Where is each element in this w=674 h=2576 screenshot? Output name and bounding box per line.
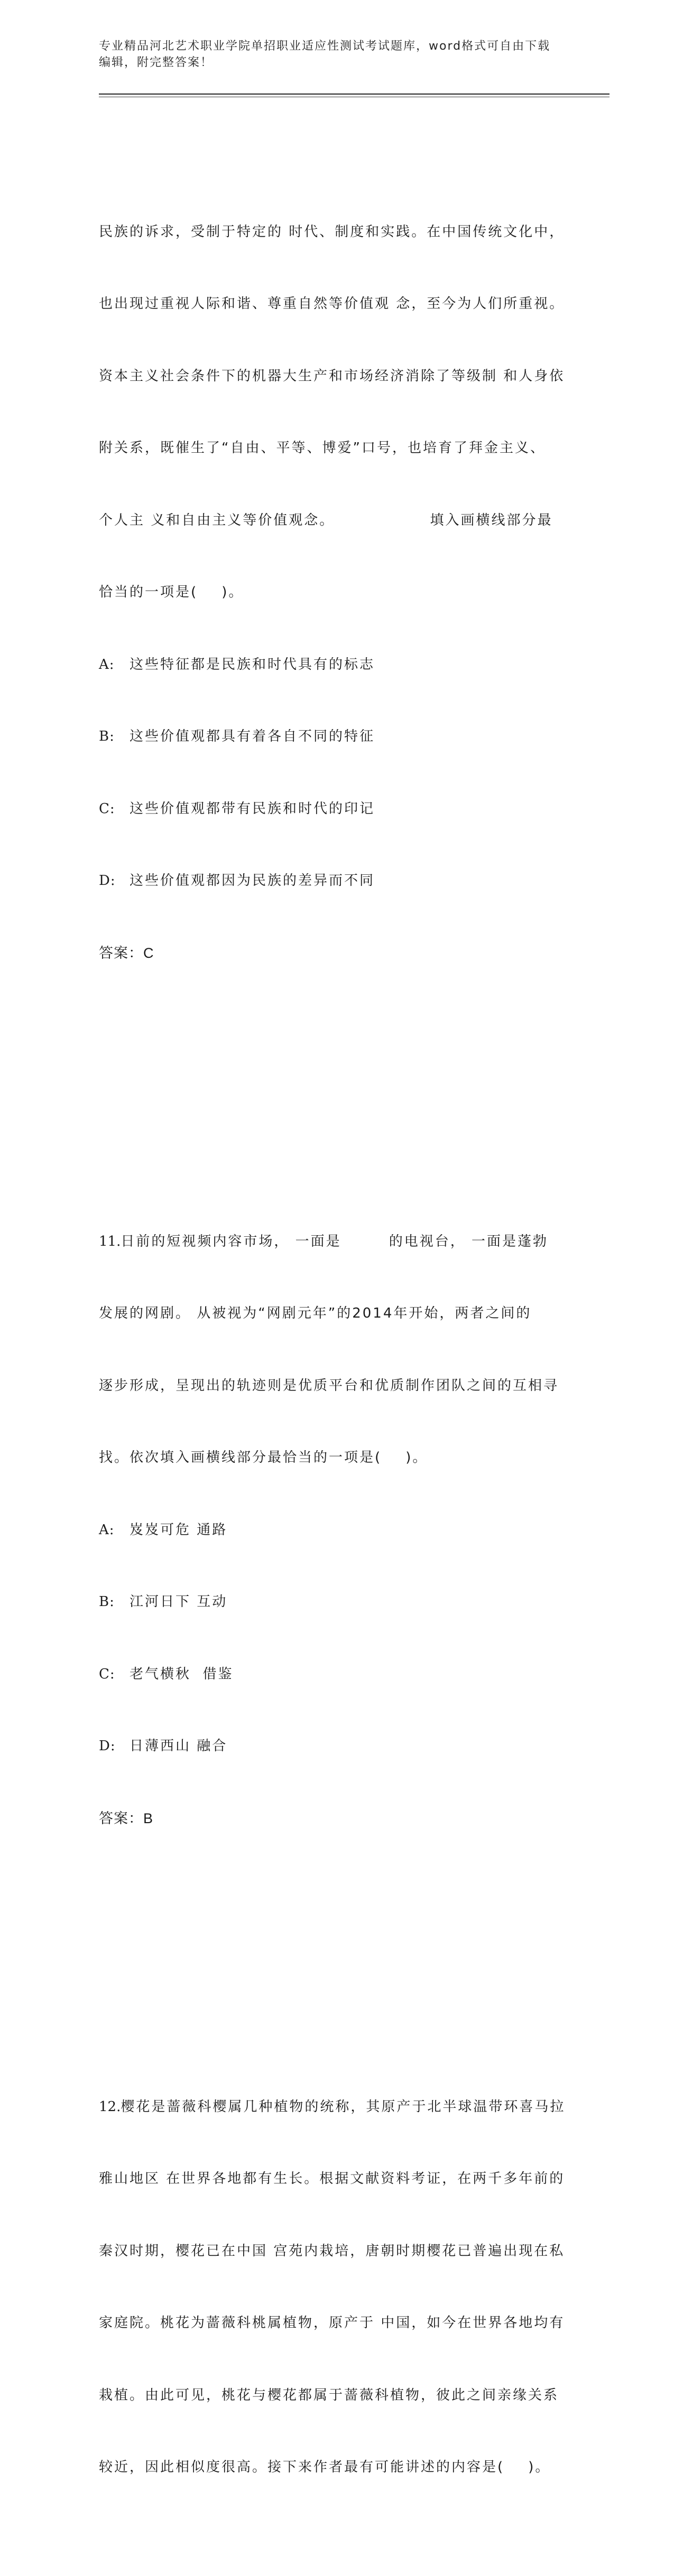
page-header bbox=[99, 38, 575, 71]
option-letter: D: bbox=[99, 873, 116, 889]
question-text-line: 恰当的一项是( )。 bbox=[99, 584, 244, 600]
option-letter: B: bbox=[99, 729, 115, 744]
header-line-2: 编辑，附完整答案！ bbox=[99, 56, 214, 69]
question-text-line: 发展的网剧。 从被视为“网剧元年”的2014年开始，两者之间的 bbox=[99, 1305, 532, 1321]
question-text-line: 附关系，既催生了“自由、平等、博爱”口号，也培育了拜金主义、 bbox=[99, 440, 546, 456]
option-letter: B: bbox=[99, 1594, 115, 1610]
option-d bbox=[99, 869, 575, 893]
header-line-1: 专业精品河北艺术职业学院单招职业适应性测试考试题库，word格式可自由下载 bbox=[99, 40, 551, 53]
question-text-line: 个人主 义和自由主义等价值观念。 填入画横线部分最 bbox=[99, 512, 553, 528]
question-text-line: 找。依次填入画横线部分最恰当的一项是( )。 bbox=[99, 1450, 428, 1466]
question-text-line: 资本主义社会条件下的机器大生产和市场经济消除了等级制 和人身依 bbox=[99, 368, 565, 384]
option-c bbox=[99, 797, 575, 822]
question-11 bbox=[99, 1182, 575, 1879]
question-12 bbox=[99, 2047, 575, 2528]
question-text-line: 逐步形成，呈现出的轨迹则是优质平台和优质制作团队之间的互相寻 bbox=[99, 1377, 559, 1394]
option-text: 岌岌可危 通路 bbox=[130, 1522, 228, 1538]
option-a bbox=[99, 653, 575, 677]
question-text-line: 较近，因此相似度很高。接下来作者最有可能讲述的内容是( )。 bbox=[99, 2459, 551, 2475]
option-b bbox=[99, 1590, 575, 1614]
question-text-line: 也出现过重视人际和谐、尊重自然等价值观 念，至今为人们所重视。 bbox=[99, 296, 565, 312]
option-letter: A: bbox=[99, 1522, 115, 1538]
option-text: 这些价值观都具有着各自不同的特征 bbox=[130, 729, 375, 744]
question-text-line: 民族的诉求，受制于特定的 时代、制度和实践。在中国传统文化中， bbox=[99, 223, 565, 240]
option-d bbox=[99, 1734, 575, 1759]
option-text: 老气横秋 借鉴 bbox=[130, 1666, 234, 1682]
question-10 bbox=[99, 172, 575, 1014]
option-c bbox=[99, 1663, 575, 1687]
option-text: 这些特征都是民族和时代具有的标志 bbox=[130, 656, 375, 673]
question-number: 11. bbox=[99, 1233, 121, 1249]
question-text-line: 雅山地区 在世界各地都有生长。根据文献资料考证，在两千多年前的 bbox=[99, 2171, 565, 2187]
option-text: 这些价值观都因为民族的差异而不同 bbox=[130, 873, 375, 889]
question-text: 日前的短视频内容市场， 一面是 的电视台， 一面是蓬勃 bbox=[121, 1233, 549, 1249]
option-letter: A: bbox=[99, 656, 115, 673]
question-text-line bbox=[99, 2095, 575, 2120]
answer-label: 答案：C bbox=[99, 945, 154, 961]
option-letter: C: bbox=[99, 800, 115, 817]
option-letter: C: bbox=[99, 1666, 115, 1682]
question-text-line: 家庭院。桃花为蔷薇科桃属植物，原产于 中国，如今在世界各地均有 bbox=[99, 2315, 565, 2331]
question-number: 12. bbox=[99, 2098, 121, 2115]
header-divider bbox=[99, 94, 610, 95]
option-a bbox=[99, 1518, 575, 1543]
question-text-line bbox=[99, 1230, 575, 1254]
option-text: 日薄西山 融合 bbox=[130, 1738, 228, 1754]
spacer bbox=[99, 1086, 575, 1110]
option-letter: D: bbox=[99, 1738, 116, 1754]
option-b bbox=[99, 725, 575, 749]
option-text: 江河日下 互动 bbox=[130, 1594, 228, 1610]
document-body bbox=[99, 100, 575, 2576]
option-text: 这些价值观都带有民族和时代的印记 bbox=[130, 800, 375, 817]
question-text-line: 栽植。由此可见，桃花与樱花都属于蔷薇科植物，彼此之间亲缘关系 bbox=[99, 2387, 559, 2403]
spacer bbox=[99, 1951, 575, 1975]
answer-label: 答案：B bbox=[99, 1810, 154, 1826]
question-text-line: 秦汉时期，樱花已在中国 宫苑内栽培，唐朝时期樱花已普遍出现在私 bbox=[99, 2243, 565, 2259]
question-text: 樱花是蔷薇科樱属几种植物的统称，其原产于北半球温带环喜马拉 bbox=[121, 2098, 566, 2115]
